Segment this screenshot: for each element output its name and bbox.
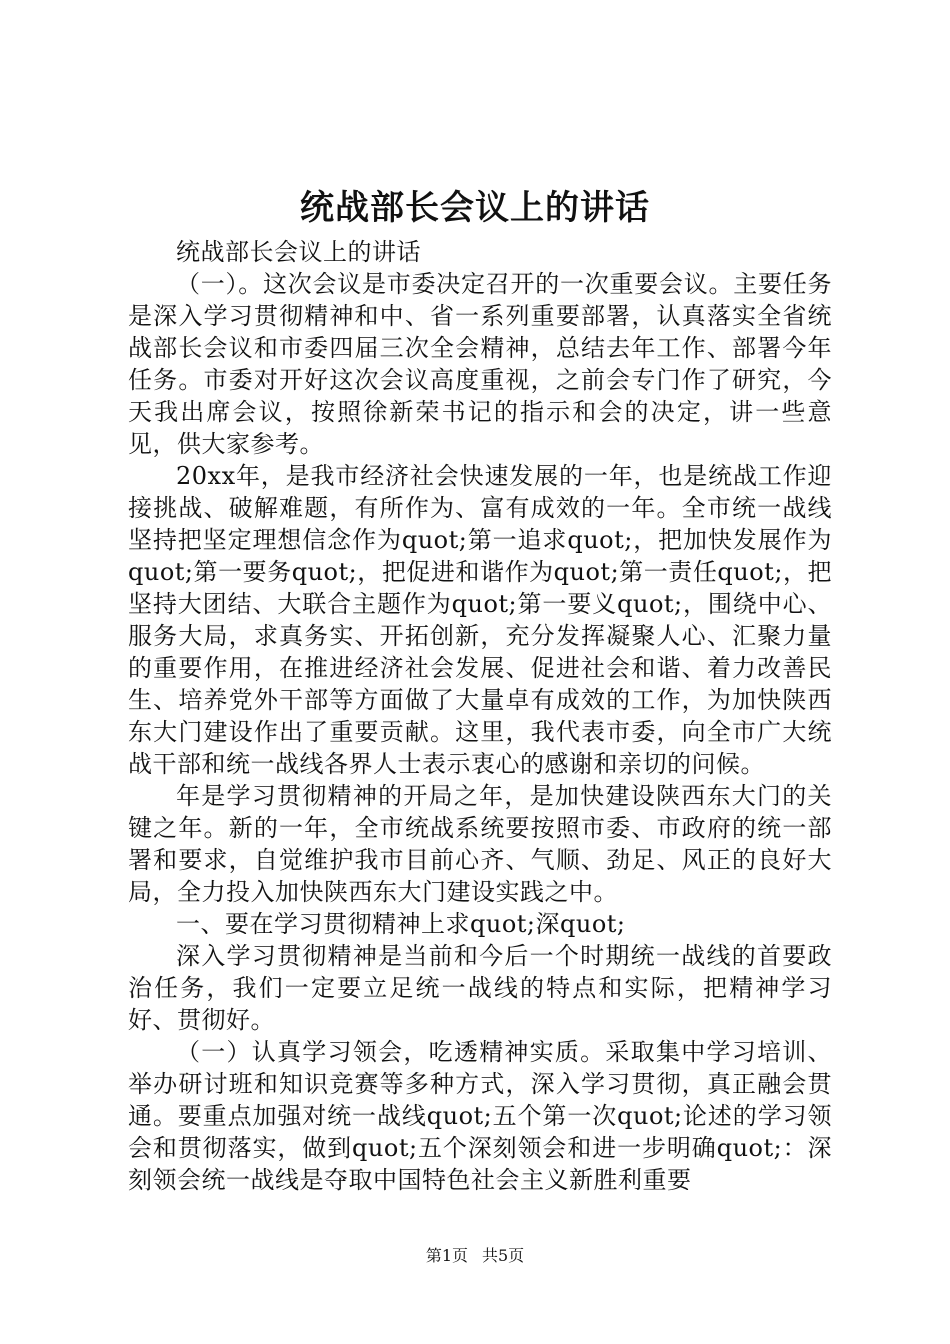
body-paragraph: 20xx年，是我市经济社会快速发展的一年，也是统战工作迎接挑战、破解难题，有所作为、富有成效的一年。全市统一战线坚持把坚定理想信念作为quot;第一追求quot;，把加快发展作为quot;第一要务quot;，把促进和谐作为quot;第一责任quot;，把坚持大团结、大联合主题作为quot;第一要义quot;，围绕中心、服务大局，求真务实、开拓创新，充分发挥凝聚人心、汇聚力量的重要作用，在推进经济社会发展、促进社会和谐、着力改善民生、培养党外干部等方面做了大量卓有成效的工作，为加快陕西东大门建设作出了重要贡献。这里，我代表市委，向全市广大统战干部和统一战线各界人士表示衷心的感谢和亲切的问候。 xyxy=(128,462,832,778)
document-body xyxy=(128,236,832,1196)
page-title: 统战部长会议上的讲话 xyxy=(300,188,650,228)
section-heading: 一、要在学习贯彻精神上求quot;深quot; xyxy=(176,910,626,938)
page-number: 第1页 xyxy=(425,1246,468,1265)
subtitle-paragraph: 统战部长会议上的讲话 xyxy=(176,238,421,266)
page-footer xyxy=(0,1244,950,1268)
body-paragraph: （一）认真学习领会，吃透精神实质。采取集中学习培训、举办研讨班和知识竞赛等多种方式，深入学习贯彻，真正融会贯通。要重点加强对统一战线quot;五个第一次quot;论述的学习领会和贯彻落实，做到quot;五个深刻领会和进一步明确quot;：深刻领会统一战线是夺取中国特色社会主义新胜利重要 xyxy=(128,1038,832,1194)
page-total: 共5页 xyxy=(482,1246,525,1265)
body-paragraph: 年是学习贯彻精神的开局之年，是加快建设陕西东大门的关键之年。新的一年，全市统战系统要按照市委、市政府的统一部署和要求，自觉维护我市目前心齐、气顺、劲足、风正的良好大局，全力投入加快陕西东大门建设实践之中。 xyxy=(128,782,832,906)
body-paragraph: 深入学习贯彻精神是当前和今后一个时期统一战线的首要政治任务，我们一定要立足统一战线的特点和实际，把精神学习好、贯彻好。 xyxy=(128,942,832,1034)
body-paragraph: （一）。这次会议是市委决定召开的一次重要会议。主要任务是深入学习贯彻精神和中、省一系列重要部署，认真落实全省统战部长会议和市委四届三次全会精神，总结去年工作、部署今年任务。市委对开好这次会议高度重视，之前会专门作了研究，今天我出席会议，按照徐新荣书记的指示和会的决定，讲一些意见，供大家参考。 xyxy=(128,270,832,458)
